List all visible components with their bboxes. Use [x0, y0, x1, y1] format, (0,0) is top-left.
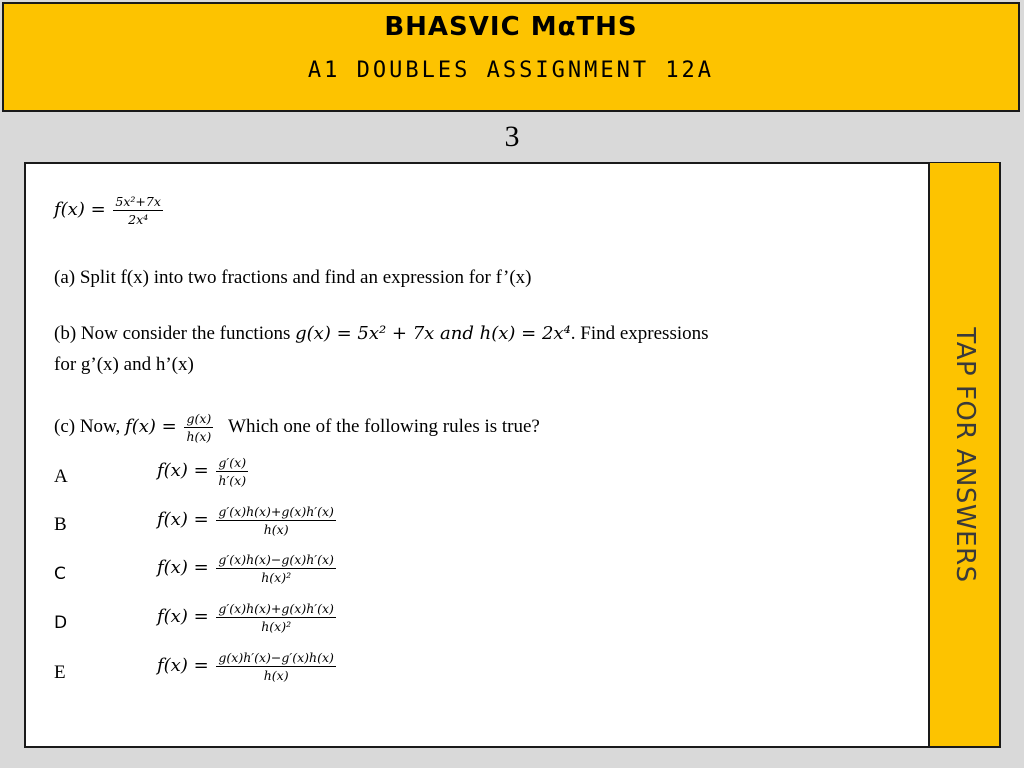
tap-for-answers-button[interactable]: [928, 163, 999, 746]
option-e-denominator: ℎ(𝑥): [263, 668, 289, 683]
part-c-prefix: (c) Now,: [54, 415, 126, 437]
option-d-formula: [157, 601, 336, 634]
part-c-lhs: 𝑓(𝑥) =: [125, 415, 177, 437]
part-c-suffix: Which one of the following rules is true?: [228, 415, 540, 437]
option-a-denominator: ℎ′(𝑥): [218, 473, 247, 488]
f-denominator: 2𝑥⁴: [128, 212, 149, 227]
option-c-fraction: [216, 552, 335, 585]
part-c-fraction: [184, 411, 213, 444]
part-b-suffix: . Find expressions: [570, 323, 709, 344]
f-numerator: 5𝑥²+7𝑥: [115, 194, 161, 209]
part-c-numerator: 𝑔(𝑥): [186, 411, 212, 426]
function-definition: [54, 194, 163, 227]
option-e-letter: E: [54, 662, 66, 683]
assignment-subtitle: A1 DOUBLES ASSIGNMENT 12A: [307, 58, 715, 83]
option-b-lhs: 𝑓(𝑥) =: [157, 508, 209, 530]
option-d-denominator: ℎ(𝑥)²: [261, 619, 292, 634]
option-e-fraction: [216, 650, 335, 683]
option-e-formula: [157, 650, 336, 683]
option-b-denominator: ℎ(𝑥): [263, 522, 289, 537]
f-lhs: 𝑓(𝑥) =: [54, 198, 106, 220]
brand-title: BHASVIC MαTHS: [384, 12, 638, 42]
option-d-fraction: [216, 601, 335, 634]
slide-number: 3: [504, 120, 520, 153]
option-a-fraction: [216, 455, 248, 488]
option-b-letter: B: [54, 514, 67, 535]
option-e-numerator: 𝑔(𝑥)ℎ′(𝑥)−𝑔′(𝑥)ℎ(𝑥): [218, 650, 334, 665]
option-c-denominator: ℎ(𝑥)²: [261, 570, 292, 585]
part-c-denominator: ℎ(𝑥): [186, 429, 212, 444]
part-b-math: 𝑔(𝑥) = 5𝑥² + 7𝑥 𝑎𝑛𝑑 ℎ(𝑥) = 2𝑥⁴: [295, 323, 571, 344]
option-a-numerator: 𝑔′(𝑥): [218, 455, 247, 470]
part-a-text: (a) Split f(x) into two fractions and find an expression for f’(x): [54, 267, 532, 288]
title-banner: [2, 2, 1020, 112]
f-fraction: [113, 194, 163, 227]
option-d-lhs: 𝑓(𝑥) =: [157, 605, 209, 627]
option-c-formula: [157, 552, 336, 585]
option-a-letter: A: [54, 466, 68, 487]
part-b-prefix: (b) Now consider the functions: [54, 323, 296, 344]
part-b-line2: for g’(x) and h’(x): [54, 354, 194, 375]
option-a-lhs: 𝑓(𝑥) =: [157, 459, 209, 481]
option-e-lhs: 𝑓(𝑥) =: [157, 654, 209, 676]
option-c-letter: C: [54, 564, 66, 584]
option-d-numerator: 𝑔′(𝑥)ℎ(𝑥)+𝑔(𝑥)ℎ′(𝑥): [218, 601, 334, 616]
option-b-fraction: [216, 504, 335, 537]
option-c-lhs: 𝑓(𝑥) =: [157, 556, 209, 578]
tap-for-answers-label: TAP FOR ANSWERS: [949, 326, 980, 583]
option-a-formula: [157, 455, 248, 488]
option-b-formula: [157, 504, 336, 537]
option-c-numerator: 𝑔′(𝑥)ℎ(𝑥)−𝑔(𝑥)ℎ′(𝑥): [218, 552, 334, 567]
part-b-line1: [54, 323, 709, 345]
option-b-numerator: 𝑔′(𝑥)ℎ(𝑥)+𝑔(𝑥)ℎ′(𝑥): [218, 504, 334, 519]
part-c-text: [54, 411, 540, 444]
option-d-letter: D: [54, 613, 68, 633]
